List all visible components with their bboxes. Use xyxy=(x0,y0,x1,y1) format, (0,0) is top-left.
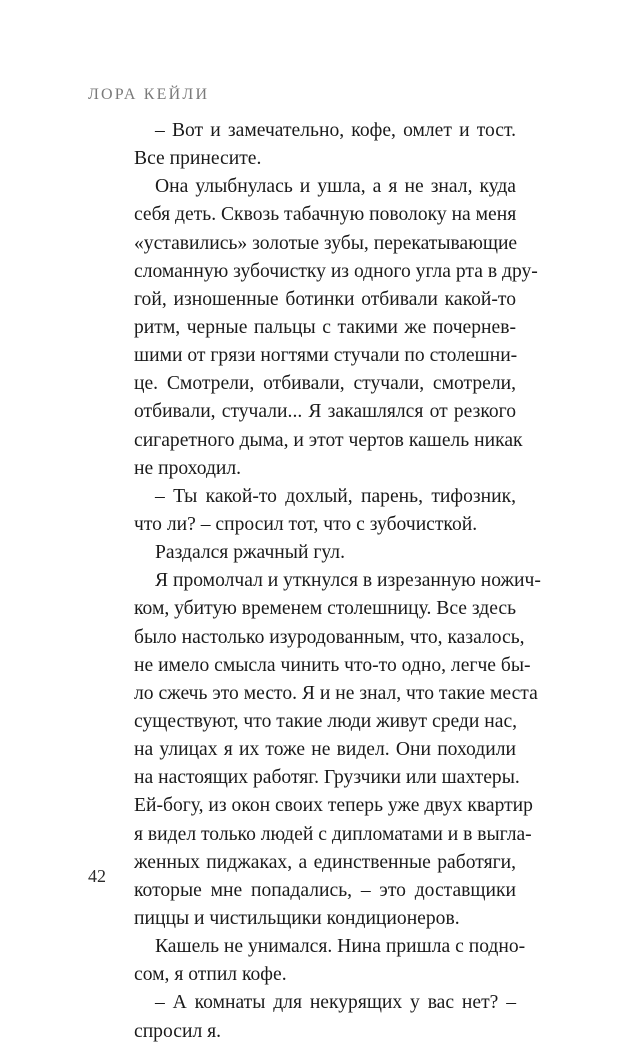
text-line: существуют, что такие люди живут среди нас, xyxy=(134,710,518,732)
text-line: ритм, черные пальцы с такими же почернев- xyxy=(134,316,516,338)
text-line: ком, убитую временем столешницу. Все здесь xyxy=(134,598,517,620)
text-line: отбивали, стучали... Я закашлялся от резкого xyxy=(134,401,516,423)
text-line: Она улыбнулась и ушла, а я не знал, куда xyxy=(155,176,516,198)
body-text xyxy=(134,117,541,1046)
text-line: сом, я отпил кофе. xyxy=(134,964,287,986)
text-line: це. Смотрели, отбивали, стучали, смотрели, xyxy=(134,373,516,395)
text-line: – Вот и замечательно, кофе, омлет и тост. xyxy=(155,120,516,141)
text-line: не проходил. xyxy=(134,457,242,479)
text-line: ло сжечь это место. Я и не знал, что такие места xyxy=(134,682,538,704)
text-line: было настолько изуродованным, что, казалось, xyxy=(134,626,525,648)
text-line: сломанную зубочистку из одного угла рта в дру- xyxy=(134,260,538,282)
text-line: женных пиджаках, а единственные работяги, xyxy=(134,851,516,873)
text-line: Все принесите. xyxy=(134,148,262,170)
text-line: на улицах я их тоже не видел. Они походили xyxy=(134,739,516,761)
text-line: Ей-богу, из окон своих теперь уже двух квартир xyxy=(134,795,533,817)
text-line: которые мне попадались, – это доставщики xyxy=(134,879,516,901)
text-line: на настоящих работяг. Грузчики или шахтеры. xyxy=(134,767,520,789)
text-line: – А комнаты для некурящих у вас нет? – xyxy=(155,992,516,1014)
text-line: «уставились» золотые зубы, перекатывающие xyxy=(134,232,518,254)
text-line: сигаретного дыма, и этот чертов кашель никак xyxy=(134,429,523,451)
text-line: Кашель не унимался. Нина пришла с подно- xyxy=(155,936,526,958)
text-line: спросил я. xyxy=(134,1020,222,1042)
running-head: ЛОРА КЕЙЛИ xyxy=(88,86,210,103)
text-line: – Ты какой-то дохлый, парень, тифозник, xyxy=(155,485,516,507)
text-line: себя деть. Сквозь табачную поволоку на меня xyxy=(134,204,517,226)
text-line: что ли? – спросил тот, что с зубочисткой. xyxy=(134,513,478,535)
text-line: шими от грязи ногтями стучали по столешни- xyxy=(134,345,518,367)
page-number: 42 xyxy=(88,866,106,886)
text-line: пиццы и чистильщики кондиционеров. xyxy=(134,907,460,929)
text-line: не имело смысла чинить что-то одно, легче бы- xyxy=(134,654,531,676)
text-line: гой, изношенные ботинки отбивали какой-то xyxy=(134,288,516,310)
text-line: Я промолчал и уткнулся в изрезанную ножич- xyxy=(155,570,541,592)
text-line: я видел только людей с дипломатами и в выгла- xyxy=(134,823,532,845)
text-line: Раздался ржачный гул. xyxy=(155,542,345,564)
